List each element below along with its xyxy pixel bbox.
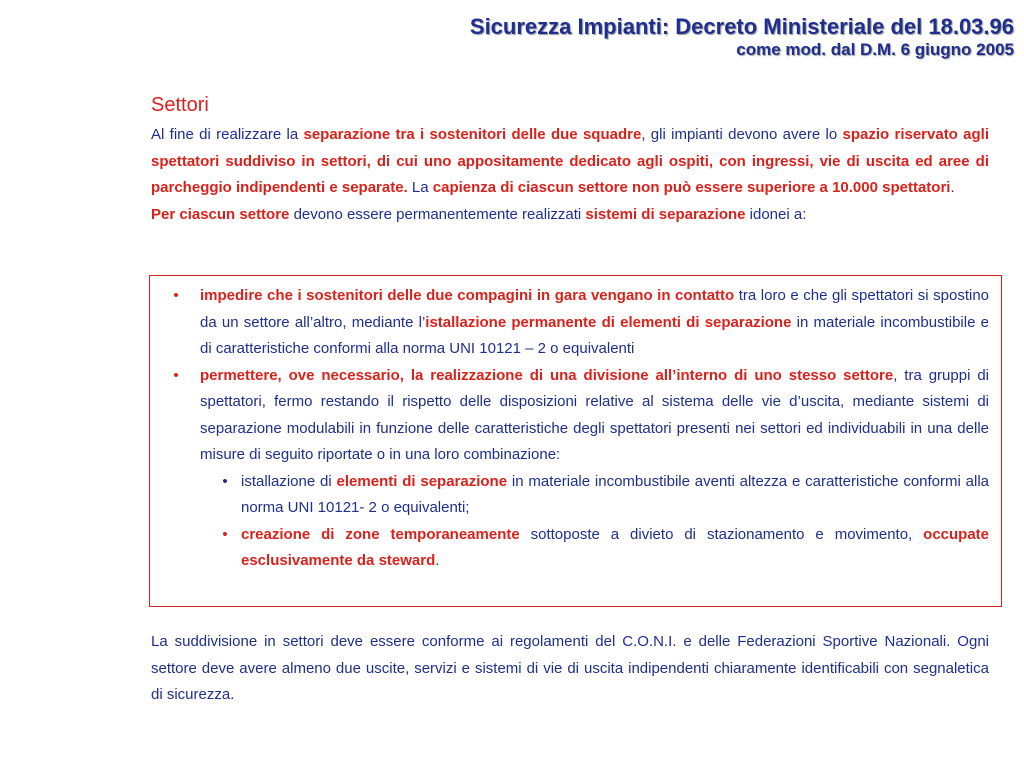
body-text: , gli impianti devono avere lo [641, 126, 843, 143]
emphasized-text: Per ciascun settore [151, 205, 290, 223]
emphasized-text: impedire che i sostenitori delle due compagini in gara vengano in contatto [200, 287, 735, 304]
emphasized-text: creazione di zone temporaneamente [241, 525, 520, 543]
body-text: Al fine di realizzare la [151, 126, 304, 143]
emphasized-text: istallazione permanente di elementi di separazione [425, 313, 792, 331]
emphasized-text: elementi di separazione [336, 472, 508, 490]
slide-title: Sicurezza Impianti: Decreto Ministeriale del 18.03.96 [469, 14, 1014, 39]
slide-header [470, 14, 1014, 60]
list-item [173, 283, 990, 363]
emphasized-text: spazio riservato agli spettatori suddiviso in settori, di cui uno appositamente dedicato agli ospiti, con ingressi, vie di uscita ed aree di parcheggio indipendenti e separate. [151, 126, 990, 196]
list-item-text [200, 287, 989, 357]
requirements-list [173, 283, 990, 575]
body-text: istallazione di [241, 472, 337, 490]
body-text: sottoposte a divieto di stazionamento e movimento, [519, 525, 924, 543]
emphasized-text: capienza di ciascun settore non può essere superiore a 10.000 spettatori [432, 179, 951, 196]
body-text: in materiale incombustibile e di caratteristiche conformi alla norma UNI 10121 – 2 o equivalenti [200, 313, 989, 357]
sub-list-item [222, 522, 990, 575]
emphasized-text: occupate esclusivamente da steward [241, 525, 990, 569]
body-text: in materiale incombustibile aventi altezza e caratteristiche conformi alla norma UNI 10121- 2 o equivalenti; [241, 472, 990, 516]
body-text: idonei a: [745, 205, 807, 223]
intro-section [151, 90, 989, 228]
closing-paragraph: La suddivisione in settori deve essere conforme ai regolamenti del C.O.N.I. e delle Federazioni Sportive Nazionali. Ogni settore deve avere almeno due uscite, servizi e sistemi di vie di uscita indipendenti chiaramente identificabili con segnaletica di sicurezza. [151, 633, 989, 703]
bullet-icon: • [173, 366, 179, 384]
section-title: Settori [151, 94, 209, 116]
body-text: devono essere permanentemente realizzati [289, 205, 586, 223]
bullet-icon: • [222, 525, 228, 543]
sub-list-item [222, 469, 990, 522]
body-text: . [435, 552, 440, 569]
body-text: , tra gruppi di spettatori, fermo restando il rispetto delle disposizioni relative al sistema delle vie d’uscita, mediante sistemi di separazione modulabili in funzione delle caratteristiche degli spettatori presenti nei settori ed individuabili in una delle misure di seguito riportate o in una loro combinazione: [200, 366, 989, 463]
emphasized-text: permettere, ove necessario, la realizzazione di una divisione all’interno di uno stesso settore [200, 366, 894, 384]
emphasized-text: separazione tra i sostenitori delle due squadre [303, 126, 642, 143]
intro-paragraph [151, 122, 989, 202]
body-text: tra loro e che gli spettatori si spostino da un settore all’altro, mediante l’ [200, 287, 990, 331]
list-item-text [200, 367, 989, 464]
slide-subtitle: come mod. dal D.M. 6 giugno 2005 [736, 40, 1014, 59]
separation-paragraph [151, 202, 989, 229]
sub-list-item-text [241, 473, 989, 517]
sub-list-item-text [241, 526, 989, 570]
bullet-icon: • [222, 472, 228, 490]
body-text: La [407, 179, 433, 196]
bullet-icon: • [173, 287, 179, 304]
list-item [173, 363, 989, 469]
emphasized-text: sistemi di separazione [585, 205, 746, 223]
body-text: . [950, 179, 955, 196]
